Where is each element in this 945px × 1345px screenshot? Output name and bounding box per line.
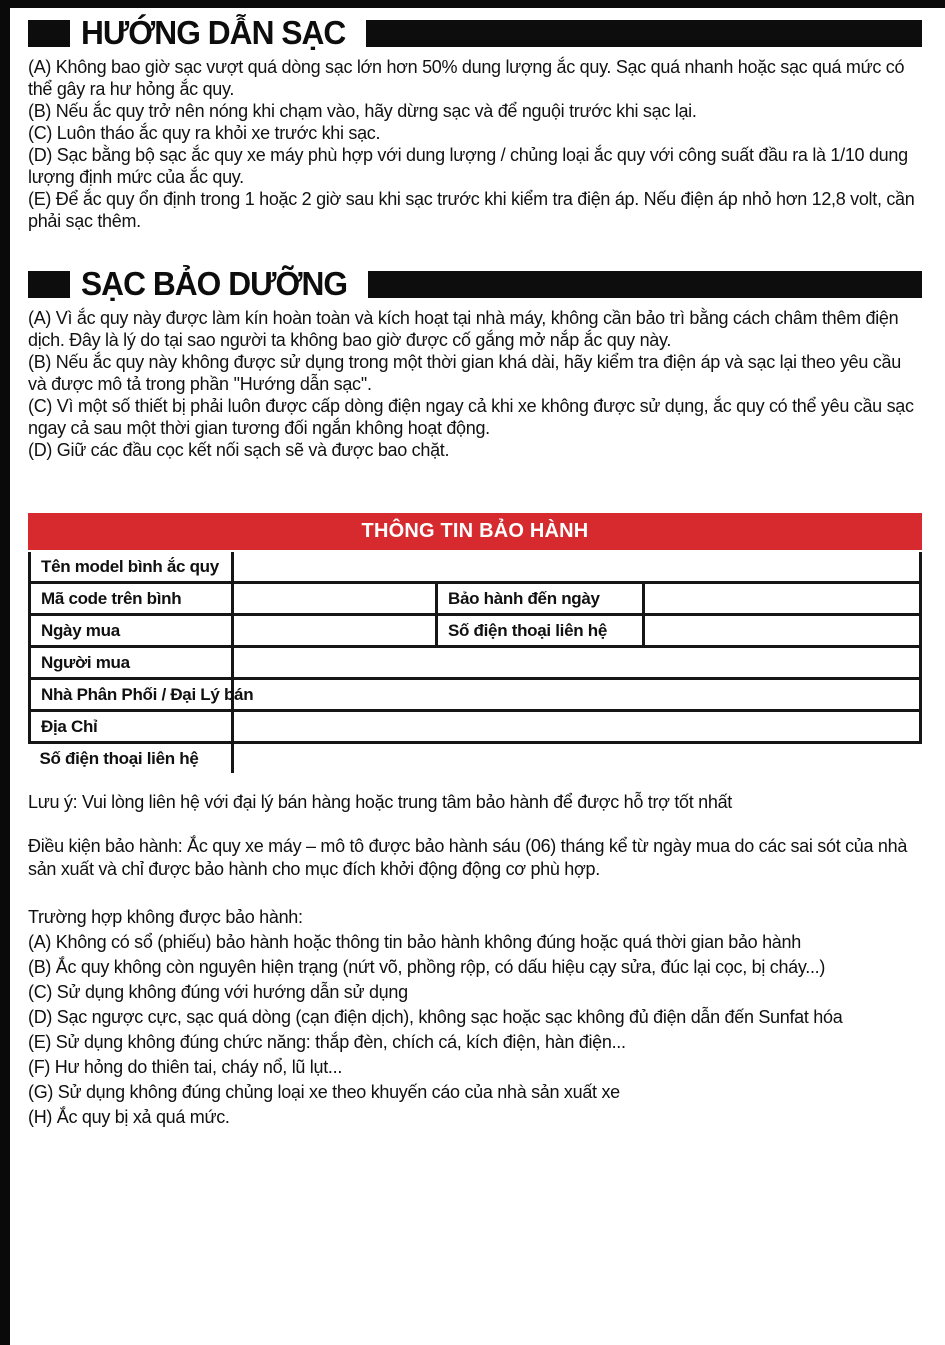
exclusion-item-d: (D) Sạc ngược cực, sạc quá dòng (cạn điện dịch), không sạc hoặc sạc không đủ điện dẫn đến Sunfat hóa [28, 1007, 843, 1027]
table-row-dealer [30, 679, 921, 711]
model-value-field [233, 552, 921, 583]
maintenance-item-b: (B) Nếu ắc quy này không được sử dụng trong một thời gian khá dài, hãy kiểm tra điện áp và sạc lại theo yêu cầu và được mô tả trong phần ''Hướng dẫn sạc''. [28, 352, 901, 394]
maintenance-item-a: (A) Vì ắc quy này được làm kín hoàn toàn và kích hoạt tại nhà máy, không cần bảo trì bằng cách châm thêm điện dịch. Đây là lý do tại sao người ta không bao giờ được cố gắng mở nắp ắc quy này. [28, 308, 899, 350]
purchase-date-value-field [233, 615, 437, 647]
exclusion-item-a: (A) Không có sổ (phiếu) bảo hành hoặc thông tin bảo hành không đúng hoặc quá thời gian bảo hành [28, 932, 801, 952]
section-header-bar [368, 271, 922, 298]
phone-label: Số điện thoại liên hệ [437, 615, 644, 647]
code-label: Mã code trên bình [30, 583, 233, 615]
exclusion-item-h: (H) Ắc quy bị xả quá mức. [28, 1107, 230, 1127]
section-marker-square-icon [28, 271, 70, 298]
table-row-contact-phone [30, 743, 921, 774]
table-row-model [30, 552, 921, 583]
warranty-conditions-note: Điều kiện bảo hành: Ắc quy xe máy – mô tô được bảo hành sáu (06) tháng kể từ ngày mua do các sai sót của nhà sản xuất và chỉ được bảo hành cho mục đích khởi động động cơ phù hợp. [28, 836, 908, 879]
contact-phone-value-field [233, 743, 921, 774]
charging-instructions-list [28, 56, 922, 232]
section-marker-square-icon [28, 20, 70, 47]
charging-item-a: (A) Không bao giờ sạc vượt quá dòng sạc lớn hơn 50% dung lượng ắc quy. Sạc quá nhanh hoặc sạc quá mức có thể gây ra hư hỏng ắc quy. [28, 57, 905, 99]
warranty-table-title-bar: THÔNG TIN BẢO HÀNH [28, 513, 922, 550]
exclusion-item-c: (C) Sử dụng không đúng với hướng dẫn sử dụng [28, 982, 408, 1002]
address-label: Địa Chỉ [30, 711, 233, 743]
section-title-charging: HƯỚNG DẪN SẠC [81, 14, 346, 51]
exclusions-heading: Trường hợp không được bảo hành: [28, 907, 303, 927]
maintenance-item-c: (C) Vì một số thiết bị phải luôn được cấp dòng điện ngay cả khi xe không được sử dụng, ắc quy có thể yêu cầu sạc ngay cả sau một thời gian tương đối ngắn không hoạt động. [28, 396, 914, 438]
warranty-until-value-field [644, 583, 921, 615]
exclusions-section [28, 905, 922, 1130]
code-value-field [233, 583, 437, 615]
exclusion-item-g: (G) Sử dụng không đúng chủng loại xe theo khuyến cáo của nhà sản xuất xe [28, 1082, 620, 1102]
table-row-code [30, 583, 921, 615]
buyer-value-field [233, 647, 921, 679]
dealer-label: Nhà Phân Phối / Đại Lý bán [30, 679, 233, 711]
dealer-value-field [233, 679, 921, 711]
section-header-maintenance [28, 265, 922, 302]
contact-phone-label: Số điện thoại liên hệ [30, 743, 233, 774]
warranty-table [28, 552, 922, 773]
table-row-purchase-date [30, 615, 921, 647]
maintenance-item-d: (D) Giữ các đầu cọc kết nối sạch sẽ và được bao chặt. [28, 440, 450, 460]
address-value-field [233, 711, 921, 743]
phone-value-field [644, 615, 921, 647]
section-title-maintenance: SẠC BẢO DƯỠNG [81, 265, 348, 302]
exclusion-item-e: (E) Sử dụng không đúng chức năng: thắp đèn, chích cá, kích điện, hàn điện... [28, 1032, 626, 1052]
support-note: Lưu ý: Vui lòng liên hệ với đại lý bán hàng hoặc trung tâm bảo hành để được hỗ trợ tốt nhất [28, 792, 733, 812]
maintenance-instructions-list [28, 307, 922, 461]
table-row-buyer [30, 647, 921, 679]
charging-item-e: (E) Để ắc quy ổn định trong 1 hoặc 2 giờ sau khi sạc trước khi kiểm tra điện áp. Nếu điện áp nhỏ hơn 12,8 volt, cần phải sạc thêm. [28, 189, 915, 231]
section-header-charging [28, 14, 922, 51]
exclusion-item-f: (F) Hư hỏng do thiên tai, cháy nổ, lũ lụt... [28, 1057, 343, 1077]
charging-item-b: (B) Nếu ắc quy trở nên nóng khi chạm vào, hãy dừng sạc và để nguội trước khi sạc lại. [28, 101, 697, 121]
table-row-address [30, 711, 921, 743]
purchase-date-label: Ngày mua [30, 615, 233, 647]
warranty-until-label: Bảo hành đến ngày [437, 583, 644, 615]
exclusion-item-b: (B) Ắc quy không còn nguyên hiện trạng (nứt võ, phồng rộp, có dấu hiệu cạy sửa, đúc lại cọc, bị cháy...) [28, 957, 826, 977]
section-header-bar [366, 20, 922, 47]
model-label: Tên model bình ắc quy [30, 552, 233, 583]
charging-item-c: (C) Luôn tháo ắc quy ra khỏi xe trước khi sạc. [28, 123, 381, 143]
buyer-label: Người mua [30, 647, 233, 679]
charging-item-d: (D) Sạc bằng bộ sạc ắc quy xe máy phù hợp với dung lượng / chủng loại ắc quy với công suất đầu ra là 1/10 dung lượng định mức của ắc quy. [28, 145, 908, 187]
